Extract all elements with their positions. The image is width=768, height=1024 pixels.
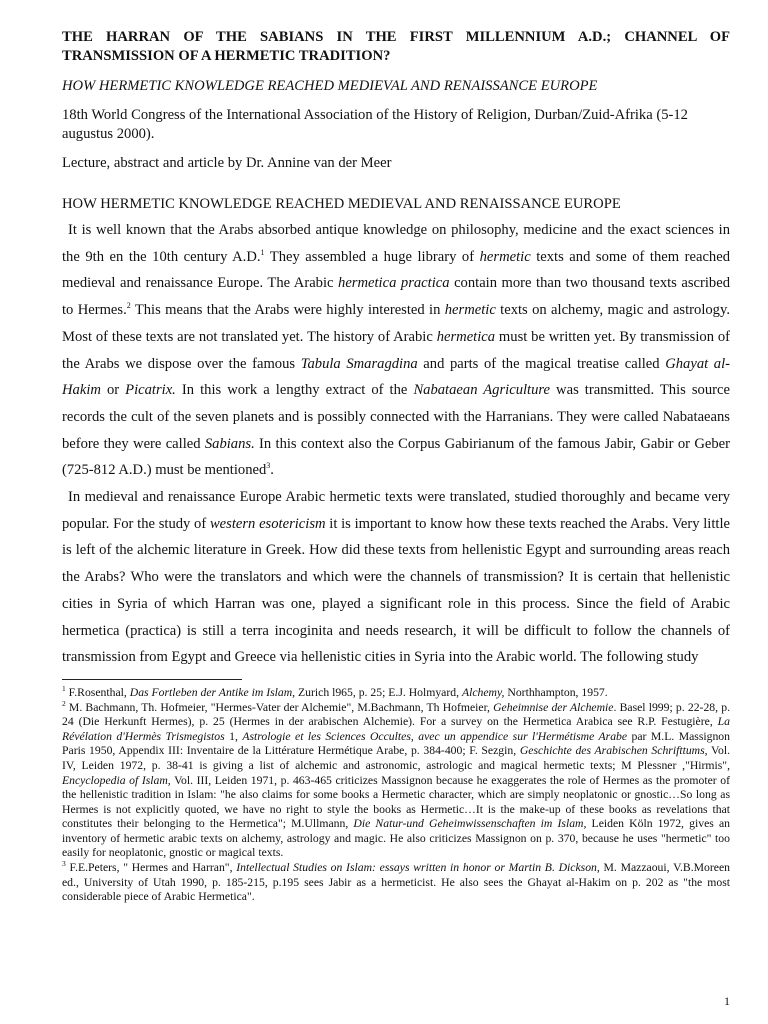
document-subtitle: HOW HERMETIC KNOWLEDGE REACHED MEDIEVAL AND RENAISSANCE EUROPE <box>62 78 598 94</box>
text-run: In medieval and renaissance Europe Arabic hermetic texts were translated, studied thoroughly and became very popular. For the study of <box>62 489 730 532</box>
text-run: It is well known that the Arabs absorbed antique knowledge on philosophy, medicine and the exact sciences in the 9th en the 10th century A.D. <box>62 222 730 265</box>
footnote-number: 3 <box>62 859 66 869</box>
emphasis: hermetic <box>479 248 531 265</box>
emphasis: Sabians. <box>204 435 255 452</box>
document-title: THE HARRAN OF THE SABIANS IN THE FIRST MILLENNIUM A.D.; CHANNEL OF TRANSMISSION OF A HERMETIC TRADITION? <box>62 29 730 64</box>
emphasis: Encyclopedia of Islam, <box>62 773 171 787</box>
text-run: M. Bachmann, Th. Hofmeier, "Hermes-Vater der Alchemie", M.Bachmann, Th Hofmeier, <box>65 700 494 714</box>
emphasis: La Révélation d'Hermès Trismegistos <box>62 715 730 743</box>
text-run: , Zurich l965, p. 25; E.J. Holmyard, <box>292 685 462 699</box>
section-heading: HOW HERMETIC KNOWLEDGE REACHED MEDIEVAL AND RENAISSANCE EUROPE <box>62 196 621 212</box>
text-run: , M. Mazzaoui, V.B.Moreen ed., University of Utah 1990, p. 185-215, p.195 sees Jabir as a hermeticist. He also sees the Ghayat al-Hakim on p. 202 as "the most considerable piece of Arabic Hermetica". <box>62 861 730 904</box>
emphasis: Alchemy, <box>461 685 505 699</box>
text-run: must be written yet. By transmission of the Arabs we dispose over the famous <box>62 328 731 372</box>
emphasis: Astrologie et les Sciences Occultes, avec un appendice sur l'Hermétisme Arabe <box>242 729 628 743</box>
footnote-1 <box>62 686 730 701</box>
emphasis: Tabula Smaragdina <box>300 355 418 372</box>
footnote-ref-1[interactable]: 1 <box>260 247 265 257</box>
text-run: In this context also the Corpus Gabirianum of the famous Jabir, Gabir or Geber (725-812 A.D.) must be mentioned <box>62 435 730 479</box>
text-run: or <box>100 382 126 399</box>
body-paragraph-1 <box>62 217 730 484</box>
emphasis: hermetica <box>436 328 496 345</box>
text-run: texts and some of them reached medieval and renaissance Europe. The Arabic <box>62 248 730 292</box>
text-run: was transmitted. This source records the cult of the seven planets and is possibly connected with the Harranians. They were called Nabataeans before they were called <box>62 382 730 452</box>
congress-line: 18th World Congress of the International Association of the History of Religion, Durban/Zuid-Afrika (5-12 augustus 2000). <box>62 107 688 142</box>
text-run: They assembled a huge library of <box>264 248 480 265</box>
text-run: . Basel l999; p. 22-28, p. 24 (Die Herkunft Hermes), p. 25 (Hermes in der arabischen Alchemie). For a survey on the Hermetica Arabica see R.P. Festugière, <box>62 700 730 729</box>
text-run: par M.L. Massignon Paris 1950, Appendix III: Inventaire de la Littérature Hermétique Arabe, p. 384-400; F. Sezgin, <box>62 729 730 758</box>
emphasis: Ghayat al-Hakim <box>62 355 730 399</box>
emphasis: Das Fortleben der Antike im Islam <box>129 685 293 699</box>
emphasis: Nabataean Agriculture <box>413 382 551 399</box>
footnote-separator <box>62 679 242 680</box>
footnote-ref-2[interactable]: 2 <box>126 301 131 311</box>
footnote-3 <box>62 861 730 905</box>
text-run: F.Rosenthal, <box>65 685 130 699</box>
footnote-number: 1 <box>62 684 66 694</box>
text-run: Vol. III, Leiden 1971, p. 463-465 criticizes Massignon because he exaggerates the role of Hermes as the promoter of the hellenistic tradition in Islam: "he also claims for some books a Hermetic character, which are simply neoplatonic or gnostic…So long as Hermes is not explicitly quoted, we have no right to style the books as Hermetic…It is the make-up of these books as revelations that constitutes their belonging to the Hermetica"; M.Ullmann, <box>62 773 730 831</box>
text-run: and parts of the magical treatise called <box>417 355 666 372</box>
text-run: In this work a lengthy extract of the <box>175 382 414 399</box>
emphasis: Picatrix. <box>125 382 176 399</box>
emphasis: western esotericism <box>209 515 326 532</box>
emphasis: Die Natur-und Geheimwissenschaften im Islam, <box>353 817 587 831</box>
text-run: contain more than two thousand texts ascribed to Hermes. <box>62 275 730 319</box>
byline: Lecture, abstract and article by Dr. Annine van der Meer <box>62 155 392 171</box>
footnote-number: 2 <box>62 698 66 708</box>
page-number: 1 <box>724 994 730 1008</box>
emphasis: hermetica practica <box>338 275 450 292</box>
text-run: F.E.Peters, " Hermes and Harran", <box>65 861 237 875</box>
text-run: texts on alchemy, magic and astrology. Most of these texts are not translated yet. The history of Arabic <box>62 302 730 345</box>
emphasis: Geheimnise der Alchemie <box>493 700 614 714</box>
text-run: Vol. IV, Leiden 1972, p. 38-41 is giving a list of alchemic and astronomic, astrologic and magical hermetic texts; M Plessner ,"Hirmis", <box>62 744 730 772</box>
footnote-2 <box>62 698 730 862</box>
text-run: 1, <box>224 729 243 743</box>
emphasis: Geschichte des Arabischen Schrifttums, <box>519 744 708 758</box>
text-run: This means that the Arabs were highly interested in <box>130 302 445 319</box>
emphasis: Intellectual Studies on Islam: essays written in honor or Martin B. Dickson <box>236 861 597 875</box>
text-run: Leiden Köln 1972, gives an inventory of hermetic arabic texts on alchemy, astrology and magic. He also criticizes Massignon on p. 370, because he uses "hermetic" too easily for neoplatonic, gnostic or magical texts. <box>62 817 730 860</box>
footnote-ref-3[interactable]: 3 <box>266 461 271 471</box>
emphasis: hermetic <box>444 302 496 319</box>
body-paragraph-2 <box>62 484 730 671</box>
text-run: it is important to know how these texts reached the Arabs. Very little is left of the alchemic literature in Greek. How did these texts from hellenistic Egypt and surrounding areas reach the Arabs? Who were the translators and which were the channels of transmission? It is certain that hellenistic cities in Syria of which Harran was one, played a significant role in this process. Since the field of Arabic hermetica (practica) is still a terra incoginita and needs research, it will be difficult to follow the channels of transmission from Egypt and Greece via hellenistic cities in Syria into the Arabic world. The following study <box>62 515 730 666</box>
text-run: Northhampton, 1957. <box>504 685 608 699</box>
text-run: . <box>270 462 274 479</box>
